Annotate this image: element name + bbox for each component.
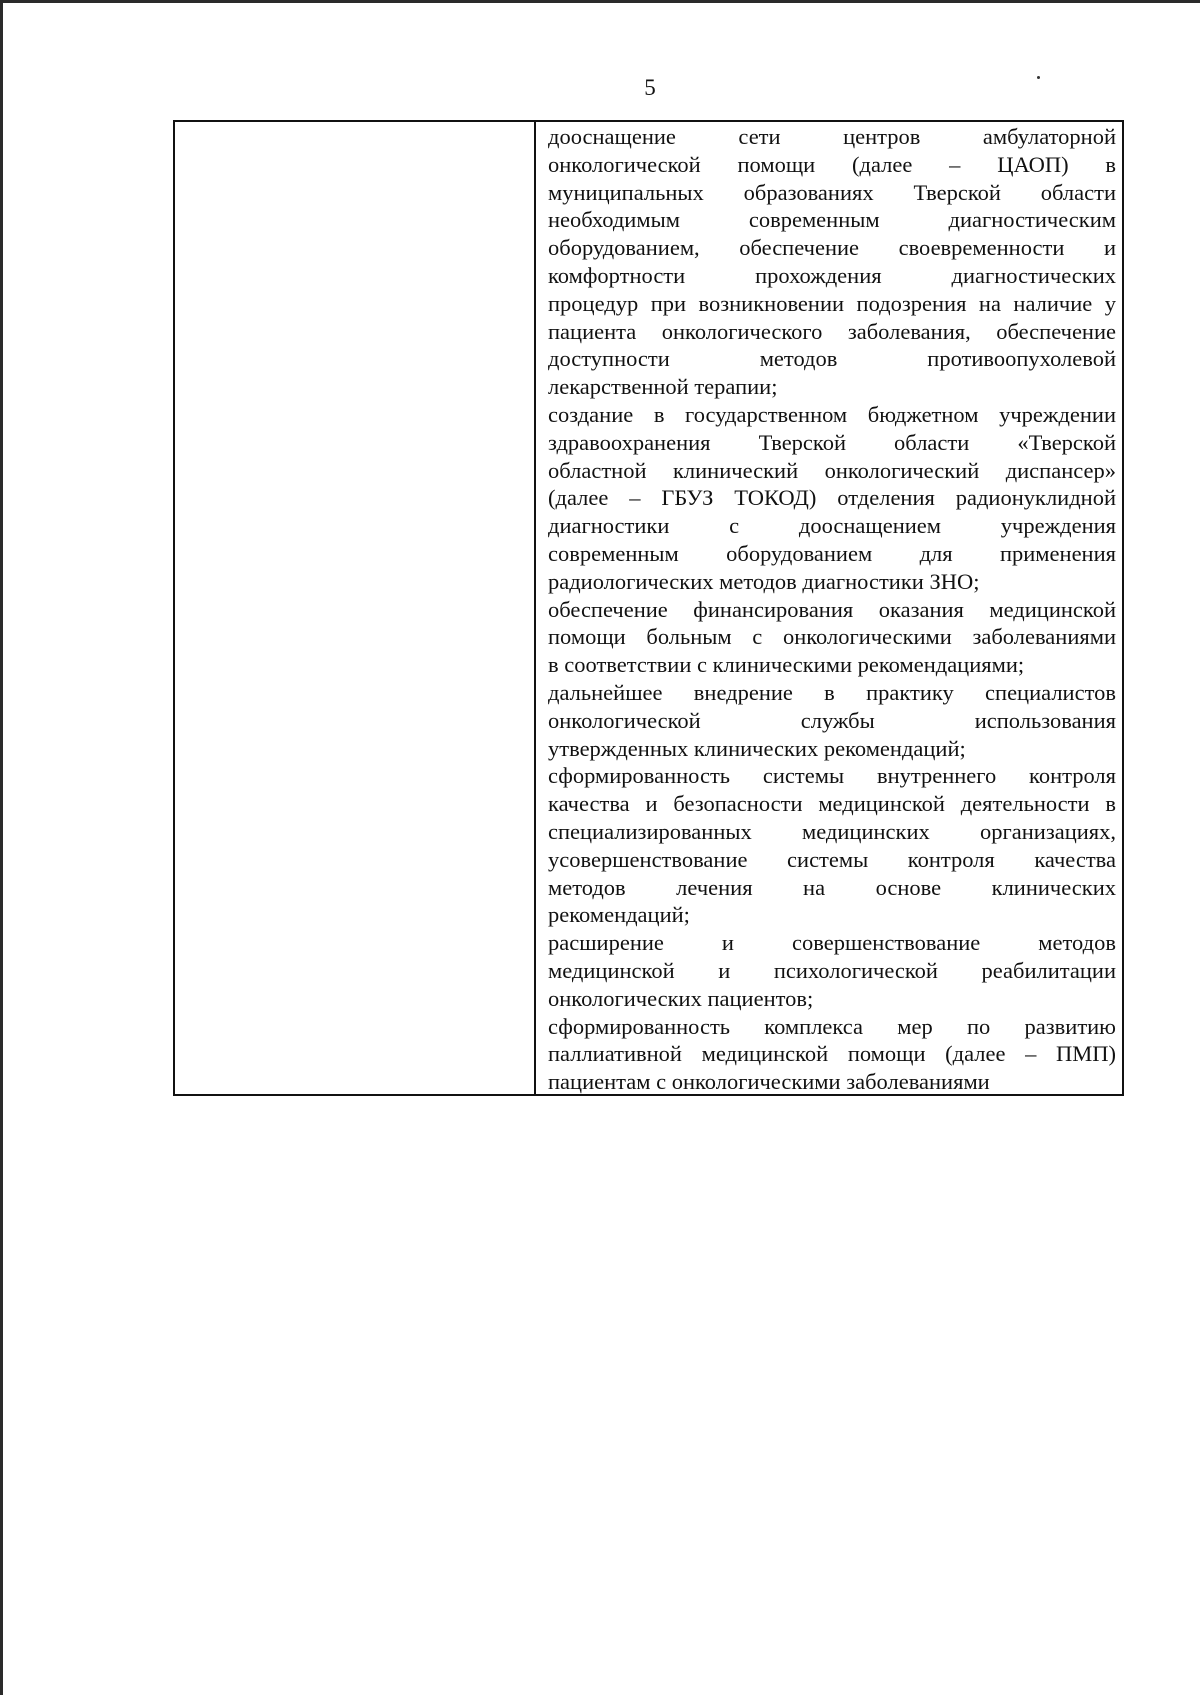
text-line: медицинской и психологической реабилитации	[548, 957, 1116, 983]
text-line: онкологической службы использования	[548, 707, 1116, 733]
text-line: создание в государственном бюджетном учреждении	[548, 401, 1116, 427]
text-line: радиологических методов диагностики ЗНО;	[548, 568, 980, 594]
text-line: рекомендаций;	[548, 902, 690, 928]
text-line: утвержденных клинических рекомендаций;	[548, 735, 966, 761]
text-line: областной клинический онкологический диспансер»	[548, 457, 1116, 483]
text-line: диагностики с дооснащением учреждения	[548, 513, 1116, 539]
text-line: паллиативной медицинской помощи (далее – ПМП)	[548, 1041, 1116, 1067]
text-line: оборудованием, обеспечение своевременности и	[548, 235, 1116, 261]
page-number: 5	[644, 75, 656, 100]
text-line: сформированность комплекса мер по развитию	[548, 1013, 1116, 1039]
text-line: необходимым современным диагностическим	[548, 207, 1116, 233]
text-line: пациента онкологического заболевания, обеспечение	[548, 318, 1116, 344]
document-table	[173, 120, 1124, 1096]
text-line: онкологических пациентов;	[548, 985, 814, 1011]
text-line: процедур при возникновении подозрения на наличие у	[548, 290, 1116, 316]
text-line: доступности методов противоопухолевой	[548, 346, 1116, 372]
scan-speck	[1037, 76, 1040, 79]
text-line: методов лечения на основе клинических	[548, 874, 1116, 900]
table-right-cell	[536, 122, 1124, 1094]
text-line: расширение и совершенствование методов	[548, 930, 1116, 956]
text-line: лекарственной терапии;	[548, 374, 778, 400]
text-line: дальнейшее внедрение в практику специалистов	[548, 679, 1116, 705]
page-left-edge	[0, 0, 3, 1695]
text-line: современным оборудованием для применения	[548, 540, 1116, 566]
text-line: специализированных медицинских организациях,	[548, 818, 1116, 844]
text-line: сформированность системы внутреннего контроля	[548, 763, 1116, 789]
table-left-cell	[175, 122, 536, 1094]
text-line: здравоохранения Тверской области «Тверской	[548, 429, 1116, 455]
text-line: обеспечение финансирования оказания медицинской	[548, 596, 1116, 622]
page-top-edge	[0, 0, 1200, 3]
text-line: пациентам с онкологическими заболеваниями	[548, 1069, 990, 1095]
text-line: качества и безопасности медицинской деятельности в	[548, 791, 1116, 817]
text-line: в соответствии с клиническими рекомендациями;	[548, 652, 1025, 678]
text-line: муниципальных образованиях Тверской области	[548, 179, 1116, 205]
text-line: помощи больным с онкологическими заболеваниями	[548, 624, 1116, 650]
text-line: (далее – ГБУЗ ТОКОД) отделения радионуклидной	[548, 485, 1116, 511]
text-line: онкологической помощи (далее – ЦАОП) в	[548, 151, 1116, 177]
text-line: усовершенствование системы контроля качества	[548, 846, 1116, 872]
text-line: комфортности прохождения диагностических	[548, 262, 1116, 288]
text-line: дооснащение сети центров амбулаторной	[548, 124, 1116, 149]
